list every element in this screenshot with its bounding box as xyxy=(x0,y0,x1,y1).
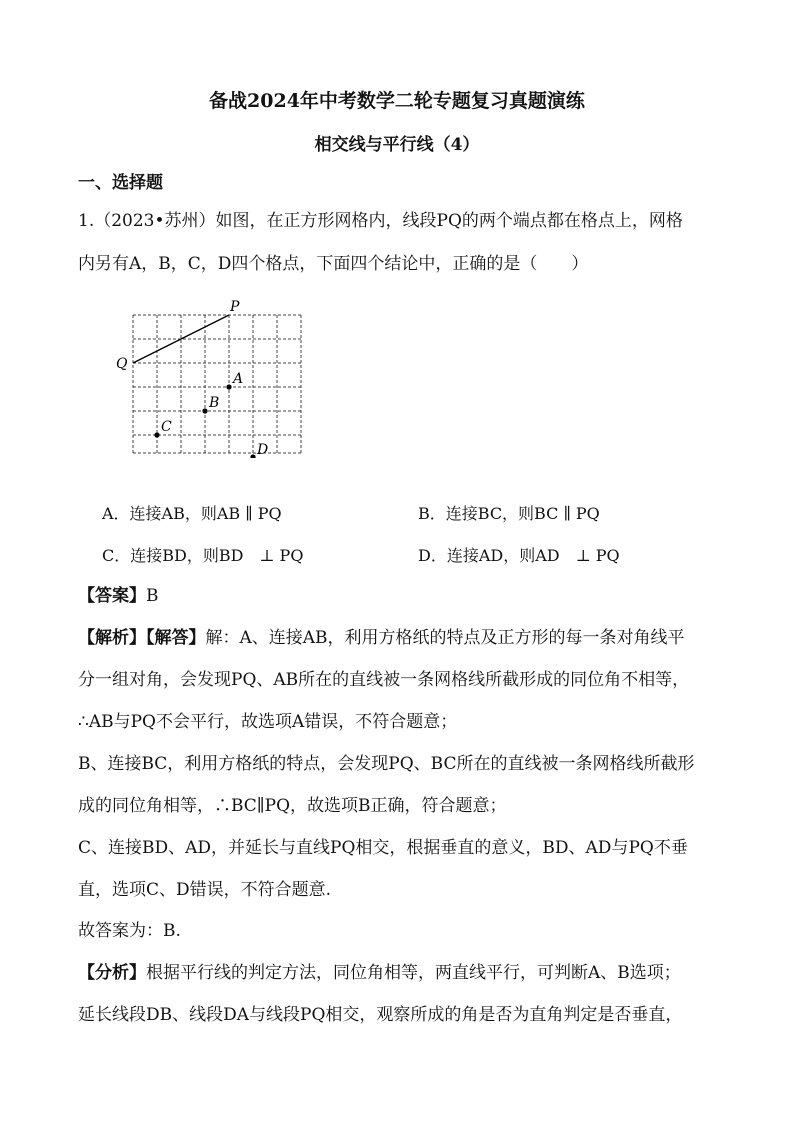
analysis-line-3: ∴AB与PQ不会平行，故选项A错误，不符合题意； xyxy=(78,712,458,732)
grid-figure xyxy=(110,296,310,458)
fenxi-line-1 xyxy=(78,962,681,984)
analysis-line-4: B、连接BC，利用方格纸的特点，会发现PQ、BC所在的直线被一条网格线所截形 xyxy=(78,754,695,774)
analysis-line-5: 成的同位角相等，∴BC∥PQ，故选项B正确，符合题意； xyxy=(78,796,507,816)
fenxi-label: 【分析】 xyxy=(78,963,146,983)
document-title: 备战2024年中考数学二轮专题复习真题演练 xyxy=(209,90,585,112)
question-line-2: 内另有A，B，C，D四个格点，下面四个结论中，正确的是（ ） xyxy=(78,254,589,274)
analysis-text-1: 解：A、连接AB，利用方格纸的特点及正方形的每一条对角线平 xyxy=(205,628,685,648)
label-q: Q xyxy=(116,356,128,372)
analysis-line-2: 分一组对角，会发现PQ、AB所在的直线被一条网格线所截形成的同位角不相等， xyxy=(78,670,690,690)
analysis-line-7: 直，选项C、D错误，不符合题意. xyxy=(78,880,332,900)
question-line-1: 1.（2023•苏州）如图，在正方形网格内，线段PQ的两个端点都在格点上，网格 xyxy=(78,211,683,231)
document-subtitle: 相交线与平行线（4） xyxy=(314,135,480,155)
option-a[interactable]: A．连接AB，则AB ∥ PQ xyxy=(102,504,282,523)
grid-lines xyxy=(133,315,301,453)
label-b: B xyxy=(209,395,220,411)
point-a xyxy=(226,384,231,389)
option-b[interactable]: B．连接BC，则BC ∥ PQ xyxy=(418,504,600,523)
fenxi-text-1: 根据平行线的判定方法，同位角相等，两直线平行，可判断A、B选项； xyxy=(146,963,681,983)
option-d[interactable]: D．连接AD，则AD ⊥ PQ xyxy=(418,546,620,565)
section-heading: 一、选择题 xyxy=(78,173,163,193)
answer-label: 【答案】 xyxy=(78,586,146,606)
point-d xyxy=(250,454,255,458)
analysis-line-1 xyxy=(78,627,685,649)
answer-value: B xyxy=(146,586,159,606)
fenxi-line-2: 延长线段DB、线段DA与线段PQ相交，观察所成的角是否为直角判定是否垂直， xyxy=(78,1005,683,1025)
analysis-label: 【解析】【解答】 xyxy=(78,628,206,648)
option-c[interactable]: C．连接BD，则BD ⊥ PQ xyxy=(102,546,304,565)
answer-line xyxy=(78,585,159,607)
label-p: P xyxy=(230,299,240,315)
analysis-line-8: 故答案为：B. xyxy=(78,921,181,941)
analysis-line-6: C、连接BD、AD，并延长与直线PQ相交，根据垂直的意义，BD、AD与PQ不垂 xyxy=(78,838,688,858)
label-a: A xyxy=(233,371,244,387)
label-c: C xyxy=(161,419,172,435)
point-c xyxy=(154,432,159,437)
point-b xyxy=(202,408,207,413)
label-d: D xyxy=(257,442,269,458)
